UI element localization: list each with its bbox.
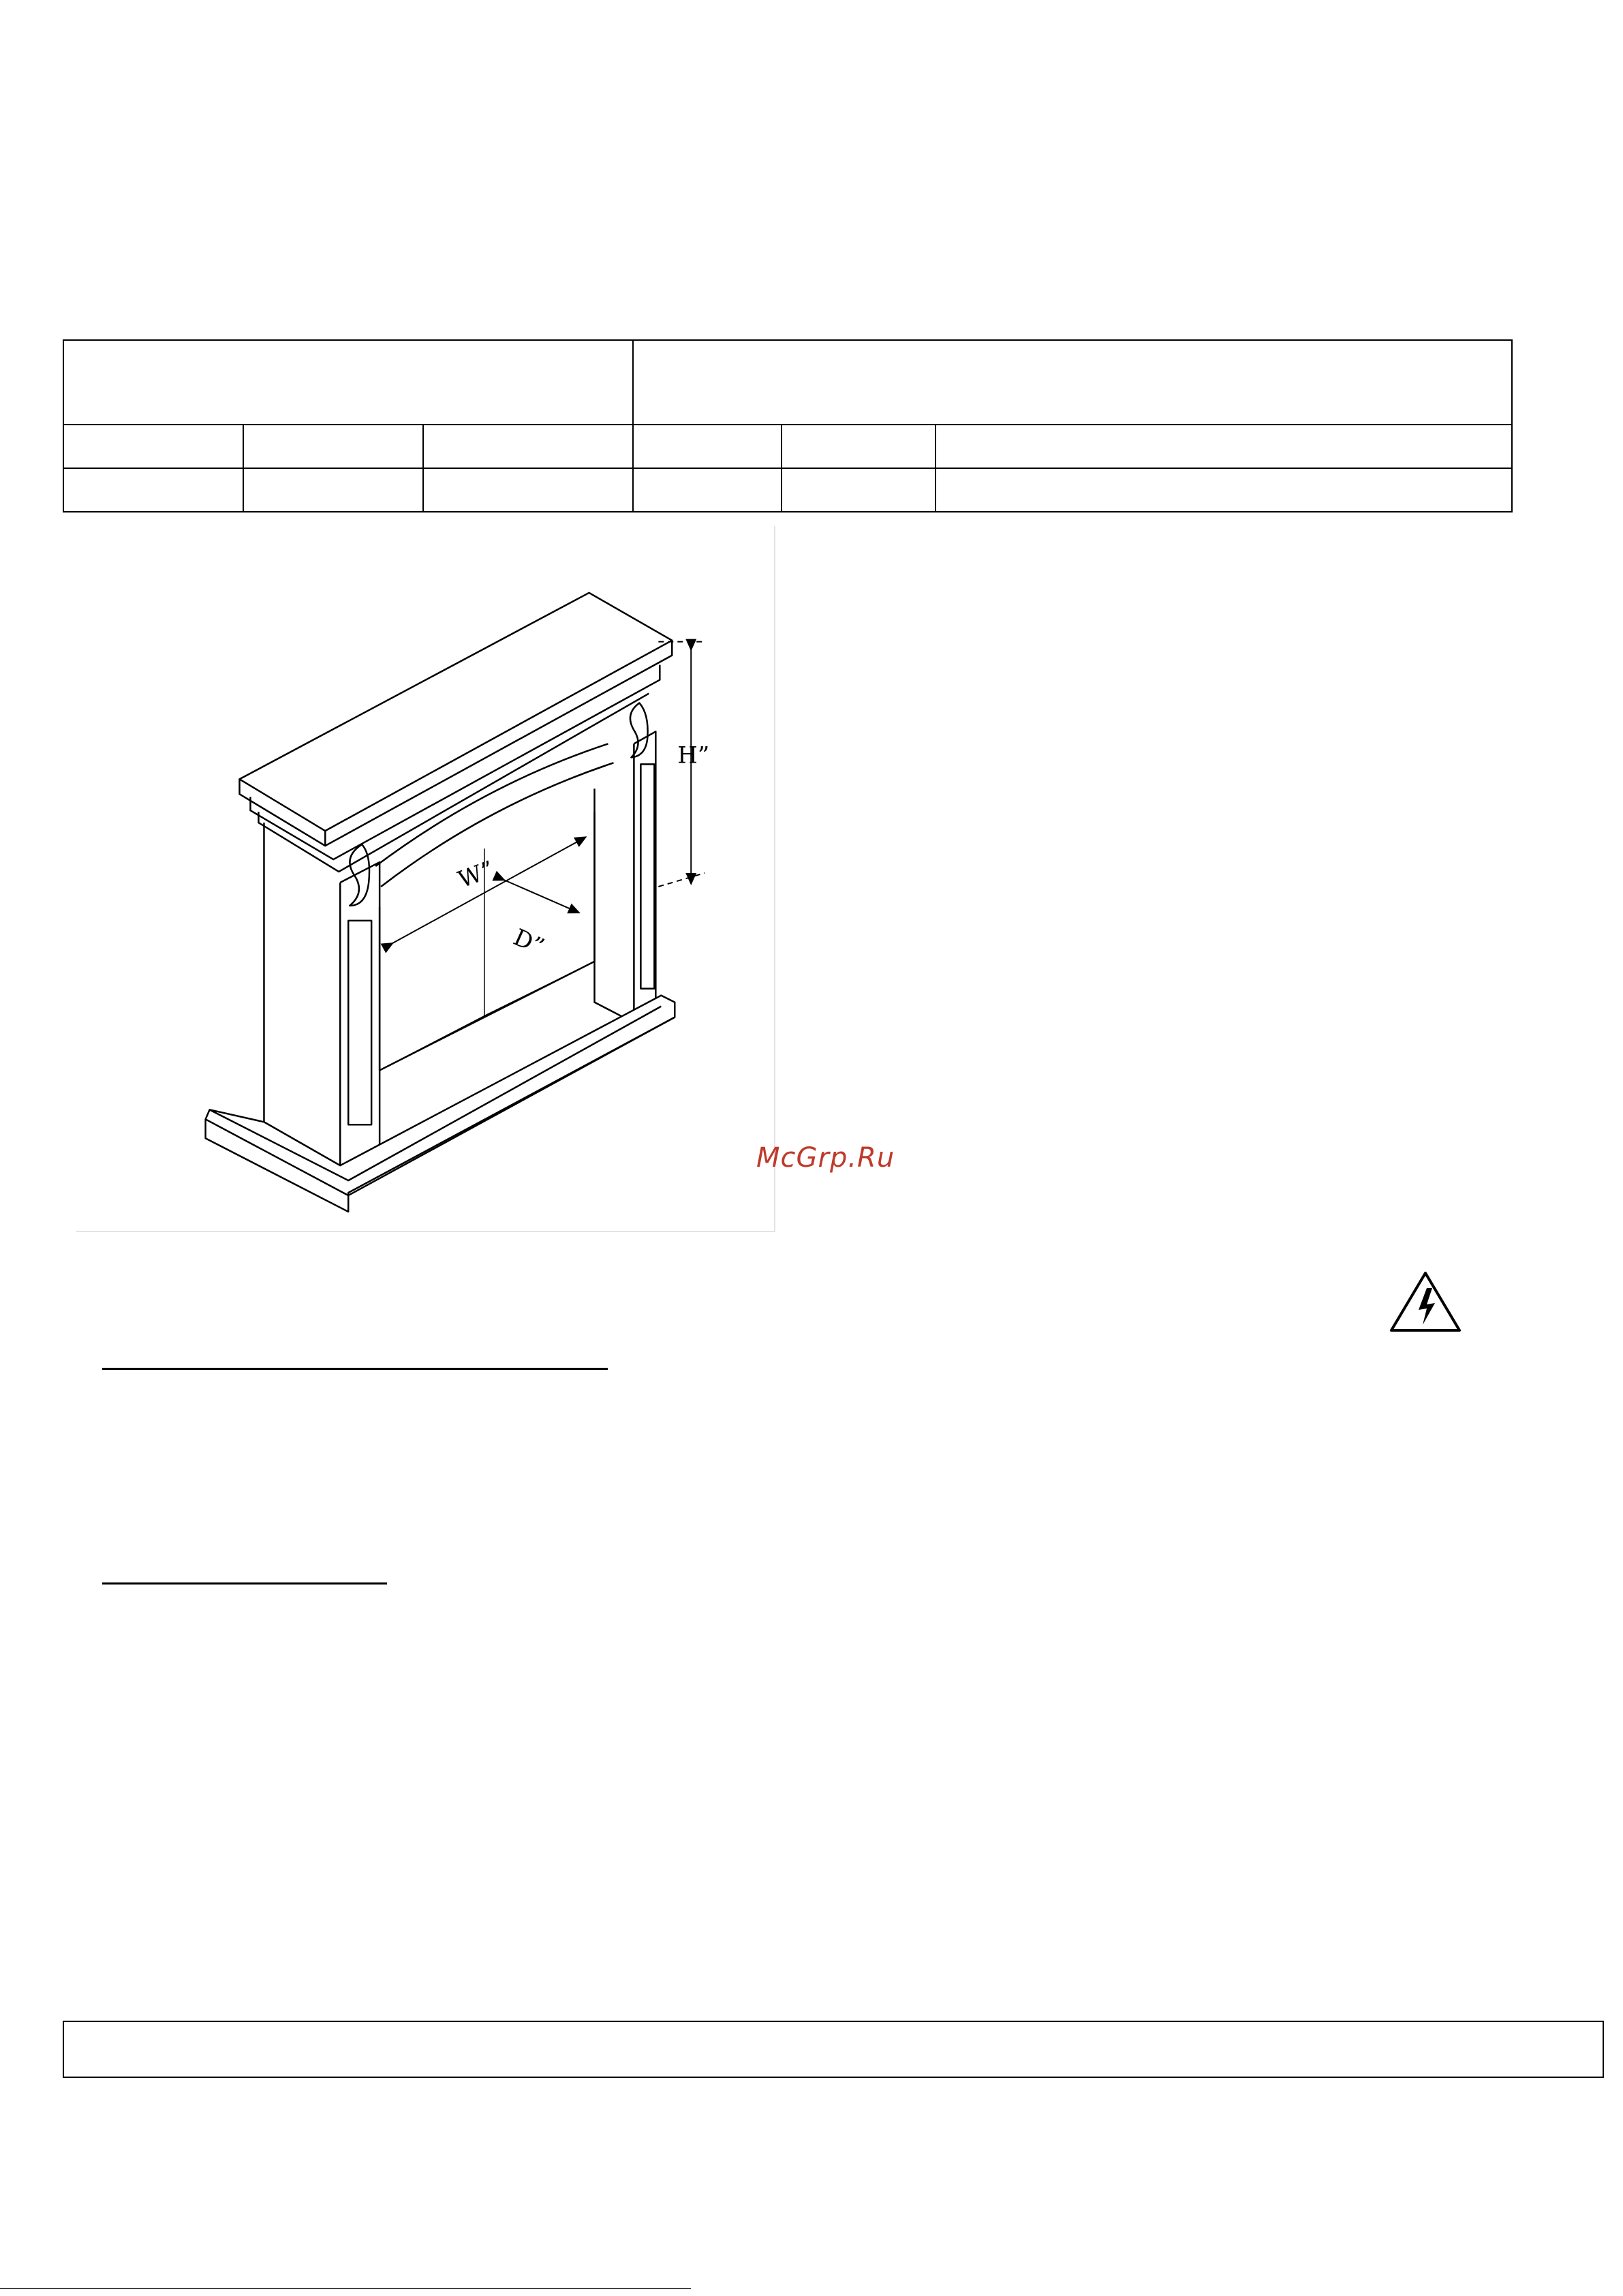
table-cell: [936, 425, 1512, 468]
watermark: McGrp.Ru: [756, 1142, 895, 1174]
table-cell: [63, 468, 243, 512]
table-row: [63, 468, 1512, 512]
table-cell: [936, 468, 1512, 512]
header-cell: [63, 340, 633, 425]
section-heading-underline: [102, 1582, 387, 1585]
note-box: [63, 2021, 1604, 2078]
table-cell: [243, 425, 423, 468]
depth-label: D”: [509, 924, 548, 962]
height-label: H”: [677, 742, 710, 769]
fireplace-drawing: [76, 526, 774, 1231]
table-header-row: [63, 340, 1512, 425]
width-label: W”: [454, 856, 498, 894]
electrical-hazard-icon: [1387, 1269, 1464, 1334]
table-cell: [782, 468, 936, 512]
fireplace-diagram: [76, 526, 775, 1232]
table-cell: [63, 425, 243, 468]
table-cell: [423, 425, 633, 468]
section-heading-underline: [102, 1368, 608, 1370]
spec-table: [63, 339, 1513, 512]
table-row: [63, 425, 1512, 468]
table-cell: [782, 425, 936, 468]
header-cell: [633, 340, 1512, 425]
table-cell: [633, 425, 782, 468]
mantel-top: [240, 593, 673, 831]
table-cell: [633, 468, 782, 512]
footer-rule: [0, 2288, 691, 2289]
table-cell: [243, 468, 423, 512]
table-cell: [423, 468, 633, 512]
